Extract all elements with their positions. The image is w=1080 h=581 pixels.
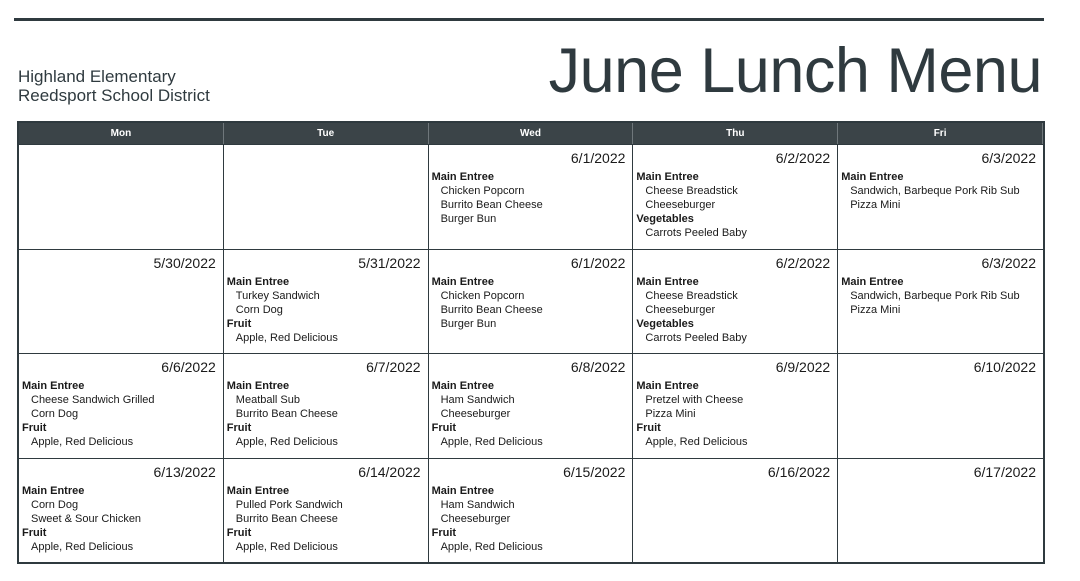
menu-item: Apple, Red Delicious [440, 436, 543, 448]
menu-item: Cheese Sandwich Grilled [31, 394, 155, 406]
menu-calendar [17, 121, 1045, 564]
menu-item: Burrito Bean Cheese [235, 408, 338, 420]
day-cell [19, 144, 224, 249]
menu-category: Fruit [22, 422, 47, 434]
day-cell [838, 353, 1043, 458]
menu-item: Cheese Breadstick [645, 289, 738, 302]
day-cell [633, 249, 838, 354]
menu-item: Sandwich, Barbeque Pork Rib Sub [850, 289, 1020, 302]
menu-category: Fruit [22, 526, 47, 539]
menu-category: Fruit [636, 422, 661, 434]
menu-category: Main Entree [636, 275, 699, 288]
day-date: 6/16/2022 [767, 463, 831, 480]
day-date: 6/14/2022 [358, 463, 421, 480]
menu-category: Main Entree [22, 380, 85, 392]
day-date: 6/7/2022 [366, 359, 421, 375]
day-cell [633, 353, 838, 458]
school-info [18, 67, 210, 105]
day-cell [19, 353, 224, 458]
day-header-fri: Fri [838, 123, 1043, 144]
day-cell [429, 249, 634, 354]
menu-item: Corn Dog [31, 408, 79, 420]
menu-category: Main Entree [22, 484, 85, 497]
menu-item: Chicken Popcorn [440, 185, 525, 197]
menu-category: Main Entree [636, 380, 699, 392]
menu-item: Pulled Pork Sandwich [235, 498, 343, 511]
menu-item: Ham Sandwich [440, 498, 515, 511]
menu-category: Main Entree [431, 171, 494, 183]
menu-category: Fruit [226, 526, 252, 539]
menu-category: Main Entree [636, 171, 699, 183]
day-date: 6/13/2022 [153, 463, 216, 480]
menu-category: Main Entree [841, 171, 904, 183]
day-header-wed: Wed [429, 123, 634, 144]
menu-item: Apple, Red Delicious [235, 436, 338, 448]
day-cell [429, 353, 634, 458]
menu-category: Main Entree [431, 275, 494, 288]
menu-item: Carrots Peeled Baby [645, 227, 747, 239]
page-title: June Lunch Menu [548, 36, 1042, 106]
menu-item: Apple, Red Delicious [645, 436, 748, 448]
day-date: 6/17/2022 [973, 463, 1036, 480]
day-cell [224, 144, 429, 249]
menu-item: Turkey Sandwich [235, 289, 320, 302]
menu-category: Vegetables [636, 317, 694, 330]
day-date: 6/6/2022 [161, 359, 216, 375]
menu-item: Burger Bun [440, 317, 497, 330]
menu-category: Main Entree [431, 484, 494, 497]
menu-item: Cheeseburger [645, 303, 716, 316]
menu-item: Meatball Sub [235, 394, 301, 406]
menu-item: Burrito Bean Cheese [440, 303, 543, 316]
district-name: Reedsport School District [18, 86, 210, 105]
day-header-thu: Thu [633, 123, 838, 144]
menu-category: Fruit [226, 317, 252, 330]
school-name: Highland Elementary [18, 67, 176, 86]
menu-item: Pretzel with Cheese [645, 394, 744, 406]
day-date: 5/30/2022 [153, 254, 216, 271]
day-date: 6/1/2022 [570, 254, 626, 271]
menu-item: Cheeseburger [440, 512, 511, 525]
menu-item: Cheese Breadstick [645, 185, 738, 197]
menu-category: Fruit [431, 526, 457, 539]
day-date: 6/8/2022 [570, 359, 626, 375]
menu-category: Vegetables [636, 213, 694, 225]
menu-item: Apple, Red Delicious [235, 540, 338, 553]
day-cell [838, 144, 1043, 249]
menu-category: Main Entree [431, 380, 494, 392]
menu-item: Cheeseburger [645, 199, 716, 211]
menu-item: Apple, Red Delicious [440, 540, 543, 553]
menu-item: Burrito Bean Cheese [235, 512, 338, 525]
day-date: 6/15/2022 [563, 463, 626, 480]
menu-item: Sandwich, Barbeque Pork Rib Sub [850, 185, 1020, 197]
day-cell [633, 458, 838, 563]
menu-category: Main Entree [841, 275, 904, 288]
day-cell [19, 249, 224, 354]
day-date: 6/10/2022 [973, 359, 1036, 375]
day-cell [633, 144, 838, 249]
menu-item: Pizza Mini [645, 408, 696, 420]
menu-item: Ham Sandwich [440, 394, 515, 406]
menu-item: Carrots Peeled Baby [645, 331, 747, 344]
day-header-mon: Mon [19, 123, 224, 144]
top-rule [14, 18, 1044, 21]
menu-category: Main Entree [226, 380, 290, 392]
menu-item: Apple, Red Delicious [31, 436, 134, 448]
day-cell [429, 144, 634, 249]
menu-category: Fruit [226, 422, 252, 434]
day-date: 6/3/2022 [981, 150, 1036, 166]
menu-item: Chicken Popcorn [440, 289, 525, 302]
day-cell [224, 249, 429, 354]
day-date: 5/31/2022 [358, 254, 421, 271]
day-cell [838, 458, 1043, 563]
day-cell [429, 458, 634, 563]
menu-item: Corn Dog [235, 303, 283, 316]
menu-item: Corn Dog [31, 498, 79, 511]
menu-item: Apple, Red Delicious [235, 331, 338, 344]
day-date: 6/2/2022 [775, 150, 831, 166]
menu-item: Apple, Red Delicious [31, 540, 134, 553]
day-cell [224, 458, 429, 563]
day-date: 6/3/2022 [981, 254, 1036, 271]
menu-item: Burger Bun [440, 213, 497, 225]
menu-category: Fruit [431, 422, 457, 434]
menu-category: Main Entree [226, 484, 290, 497]
day-header-tue: Tue [224, 123, 429, 144]
menu-item: Cheeseburger [440, 408, 511, 420]
day-date: 6/9/2022 [775, 359, 831, 375]
menu-item: Pizza Mini [850, 199, 901, 211]
menu-item: Burrito Bean Cheese [440, 199, 543, 211]
menu-category: Main Entree [226, 275, 290, 288]
menu-item: Sweet & Sour Chicken [31, 512, 142, 525]
day-date: 6/2/2022 [775, 254, 831, 271]
day-cell [838, 249, 1043, 354]
day-date: 6/1/2022 [570, 150, 626, 166]
day-cell [19, 458, 224, 563]
day-cell [224, 353, 429, 458]
menu-item: Pizza Mini [850, 303, 901, 316]
